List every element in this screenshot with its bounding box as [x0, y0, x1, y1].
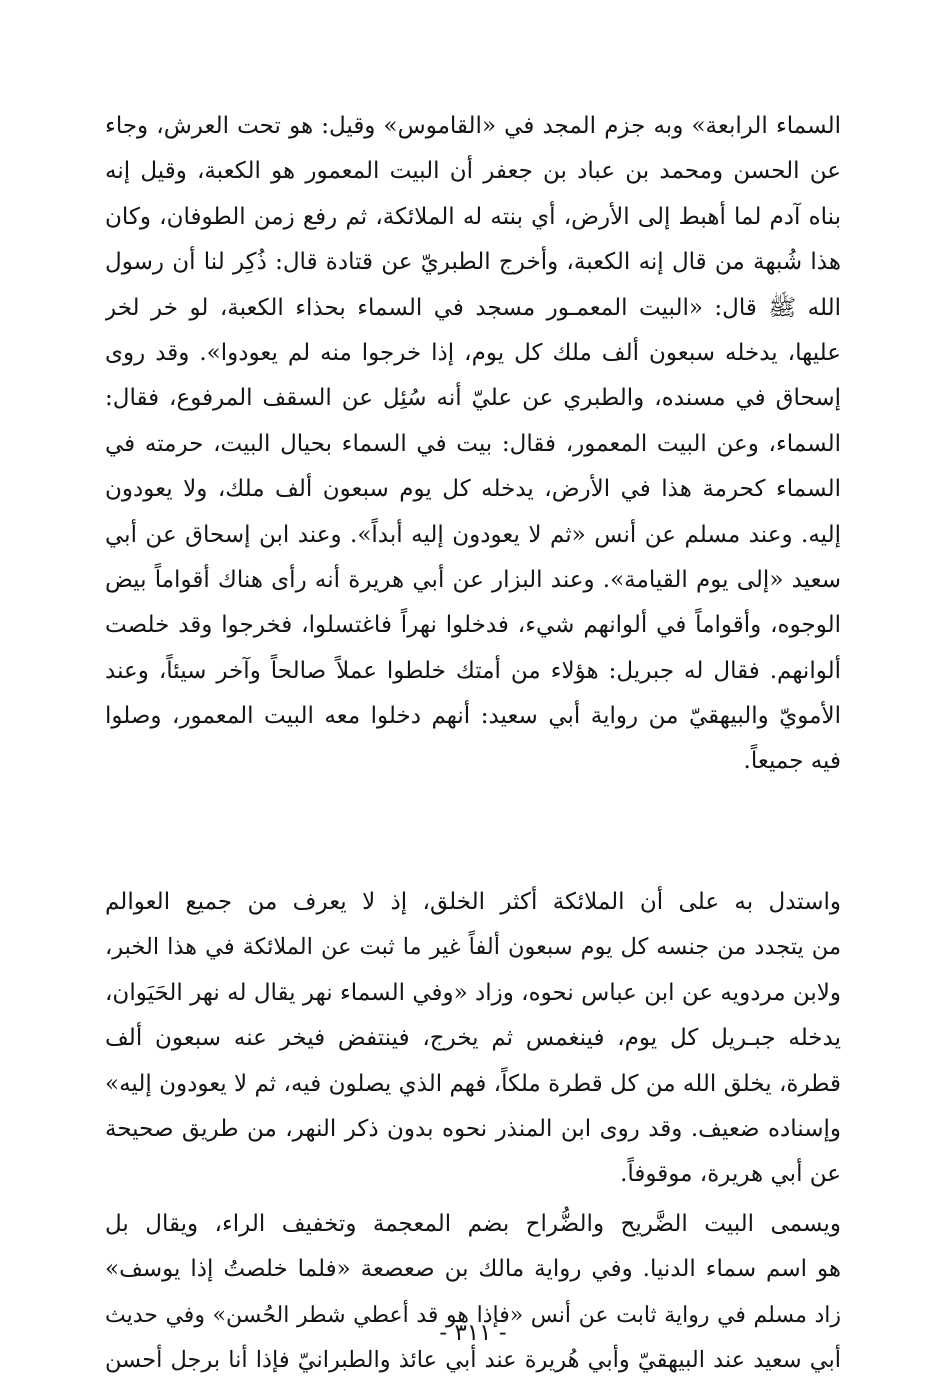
text-line: ألوانهم. فقال له جبريل: هؤلاء من أمتك خلطوا عملاً صالحاً وآخر سيئاً، وعند — [105, 657, 841, 684]
text-line: السماء الرابعة» وبه جزم المجد في «القاموس» وقيل: هو تحت العرش، وجاء — [105, 113, 841, 139]
book-page — [105, 92, 841, 1374]
paragraph-2 — [105, 880, 841, 1198]
text-line: إليه. وعند مسلم عن أنس «ثم لا يعودون إليه أبداً». وعند ابن إسحاق عن أبي — [105, 521, 841, 548]
text-line: فيه جميعاً. — [743, 748, 841, 775]
text-line: الأمويّ والبيهقيّ من رواية أبي سعيد: أنهم دخلوا معه البيت المعمور، وصلوا — [105, 703, 841, 730]
text-line: أبي سعيد عند البيهقيّ وأبي هُريرة عند أبي عائذ والطبرانيّ فإذا أنا برجل أحسن — [105, 1347, 841, 1374]
text-line: وإسناده ضعيف. وقد روى ابن المنذر نحوه بدون ذكر النهر، من طريق صحيحة — [105, 1115, 841, 1142]
text-line: الله ﷺ قال: «البيت المعمـور مسجد في السماء بحذاء الكعبة، لو خر لخر — [105, 294, 841, 321]
paragraph-1 — [105, 104, 841, 785]
text-line: الوجوه، وأقواماً في ألوانهم شيء، فدخلوا نهراً فاغتسلوا، فخرجوا وقد خلصت — [105, 612, 841, 639]
text-line: ولابن مردويه عن ابن عباس نحوه، وزاد «وفي السماء نهر يقال له نهر الحَيَوان، — [105, 979, 841, 1006]
text-line: زاد مسلم في رواية ثابت عن أنس «فإذا هو قد أعطي شطر الحُسن» وفي حديث — [105, 1302, 841, 1328]
text-line: إسحاق في مسنده، والطبري عن عليّ أنه سُئِل عن السقف المرفوع، فقال: — [105, 385, 841, 412]
page-number: - ٣١١ - — [439, 1320, 507, 1346]
text-line: من يتجدد من جنسه كل يوم سبعون ألفاً غير ما ثبت عن الملائكة في هذا الخبر، — [105, 934, 841, 961]
paragraph-3 — [105, 1202, 841, 1384]
text-line: واستدل به على أن الملائكة أكثر الخلق، إذ لا يعرف من جميع العوالم — [105, 889, 841, 915]
text-line: قطرة، يخلق الله من كل قطرة ملكاً، فهم الذي يصلون فيه، ثم لا يعودون إليه» — [105, 1070, 841, 1097]
text-line: يدخله جبـريل كل يوم، فينغمس ثم يخرج، فينتفض فيخر عنه سبعون ألف — [105, 1025, 841, 1052]
text-line: هو اسم سماء الدنيا. وفي رواية مالك بن صعصعة «فلما خلصتُ إذا يوسف» — [105, 1256, 841, 1283]
text-line: سعيد «إلى يوم القيامة». وعند البزار عن أبي هريرة أنه رأى هناك أقواماً بيض — [105, 566, 841, 593]
text-line: السماء، وعن البيت المعمور، فقال: بيت في السماء بحيال البيت، حرمته في — [105, 430, 841, 457]
text-line: السماء كحرمة هذا في الأرض، يدخله كل يوم سبعون ألف ملك، ولا يعودون — [105, 476, 841, 503]
text-line: هذا شُبهة من قال إنه الكعبة، وأخرج الطبريّ عن قتادة قال: ذُكِر لنا أن رسول — [105, 249, 841, 276]
text-line: عن الحسن ومحمد بن عباد بن جعفر أن البيت المعمور هو الكعبة، وقيل إنه — [105, 158, 841, 185]
text-line: ويسمى البيت الضَّريح والضُّراح بضم المعجمة وتخفيف الراء، ويقال بل — [105, 1211, 841, 1237]
text-line: عليها، يدخله سبعون ألف ملك كل يوم، إذا خرجوا منه لم يعودوا». وقد روى — [105, 339, 841, 366]
text-line: بناه آدم لما أهبط إلى الأرض، أي بنته له الملائكة، ثم رفع زمن الطوفان، وكان — [105, 203, 841, 230]
text-line: عن أبي هريرة، موقوفاً. — [620, 1161, 841, 1188]
